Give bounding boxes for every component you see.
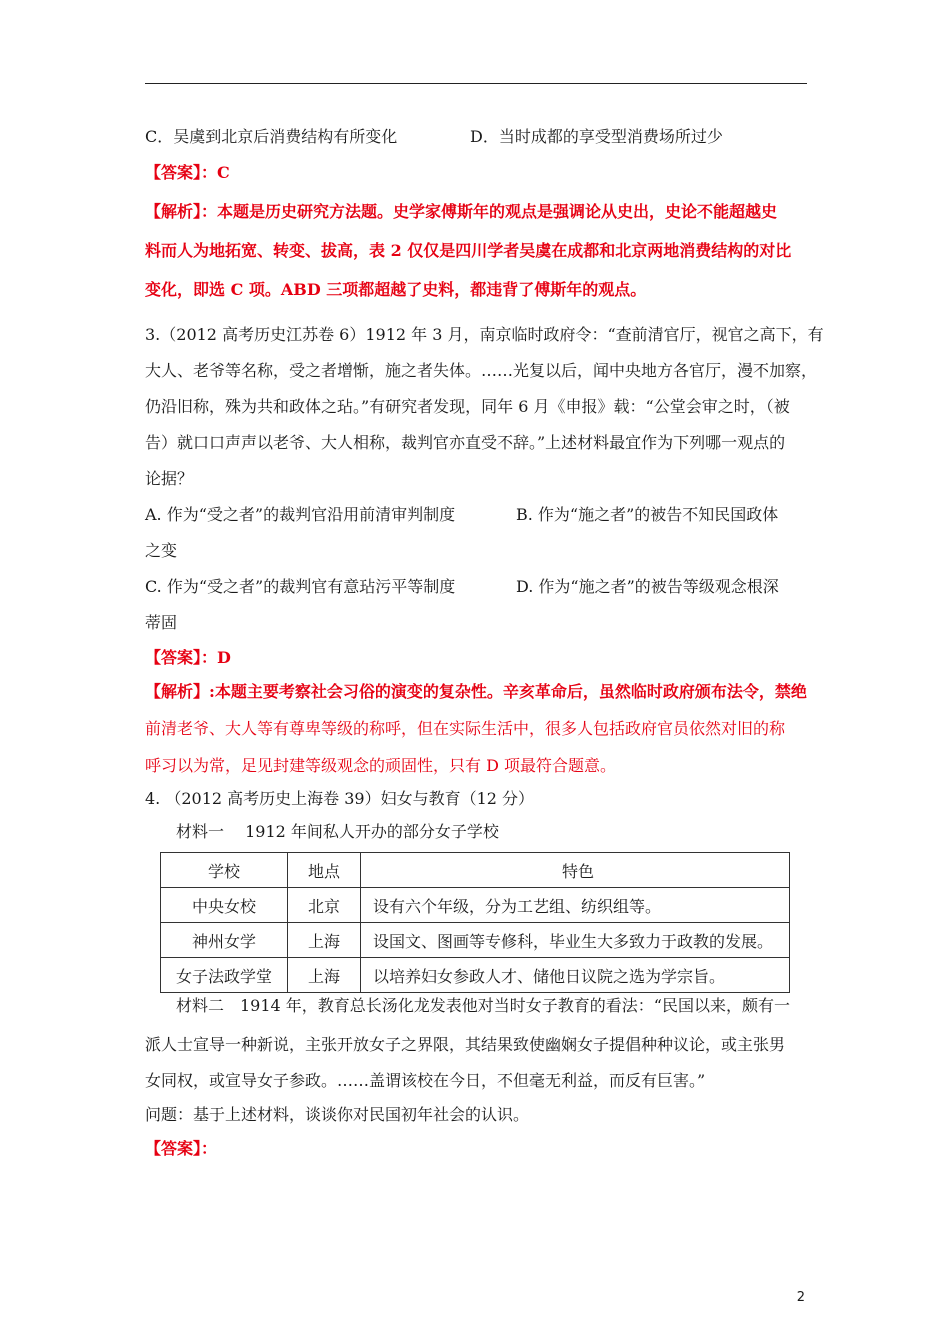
q3-answer-text: 【答案】：D bbox=[145, 648, 231, 667]
q2-analysis-line-1: 【解析】：本题是历史研究方法题。史学家傅斯年的观点是强调论从史出，史论不能超越史 bbox=[145, 202, 778, 221]
q3-option-b-continued: 之变 bbox=[145, 541, 178, 560]
q3-stem-line-4: 告）就口口声声以老爷、大人相称，裁判官亦直受不辞。”上述材料最宜作为下列哪一观点的 bbox=[145, 433, 786, 452]
cell-school: 女子法政学堂 bbox=[161, 958, 288, 993]
cell-feature: 以培养妇女参政人才、储他日议院之选为学宗旨。 bbox=[361, 958, 790, 993]
q4-stem: 4. （2012 高考历史上海卷 39）妇女与教育（12 分） bbox=[145, 789, 535, 808]
q2-analysis-line-3: 变化，即选 C 项。ABD 三项都超越了史料，都违背了傅斯年的观点。 bbox=[145, 280, 647, 299]
cell-school: 神州女学 bbox=[161, 923, 288, 958]
q2-answer: 【答案】：C bbox=[145, 163, 230, 182]
cell-location: 北京 bbox=[288, 888, 361, 923]
q3-stem-line-5: 论据？ bbox=[145, 469, 194, 488]
q3-option-c: C. 作为“受之者”的裁判官有意玷污平等制度 bbox=[145, 577, 456, 596]
header-rule bbox=[145, 83, 807, 84]
q3-analysis-line-3: 呼习以为常，足见封建等级观念的顽固性，只有 D 项最符合题意。 bbox=[145, 756, 617, 775]
cell-location: 上海 bbox=[288, 958, 361, 993]
q3-analysis-line-1: 【解析】:本题主要考察社会习俗的演变的复杂性。辛亥革命后，虽然临时政府颁布法令，禁绝 bbox=[145, 682, 807, 701]
table-row bbox=[161, 888, 790, 923]
q3-answer bbox=[145, 648, 231, 668]
page-number: 2 bbox=[796, 1290, 805, 1305]
header-school: 学校 bbox=[161, 853, 288, 888]
schools-table bbox=[160, 852, 790, 993]
q2-analysis-line-2: 料而人为地拓宽、转变、拔高，表 2 仅仅是四川学者吴虞在成都和北京两地消费结构的对比 bbox=[145, 241, 792, 260]
q2-option-d: D．当时成都的享受型消费场所过少 bbox=[470, 127, 723, 146]
q4-material2-line-3: 女同权，或宣导女子参政。……盖谓该校在今日，不但毫无利益，而反有巨害。” bbox=[145, 1071, 706, 1090]
q4-material2-line-1: 材料二 1914 年，教育总长汤化龙发表他对当时女子教育的看法：“民国以来，颇有一 bbox=[176, 996, 790, 1015]
q4-material2-line-2: 派人士宣导一种新说，主张开放女子之界限，其结果致使幽娴女子提倡种种议论，或主张男 bbox=[145, 1035, 786, 1054]
cell-feature: 设有六个年级，分为工艺组、纺织组等。 bbox=[361, 888, 790, 923]
q4-answer: 【答案】： bbox=[145, 1139, 218, 1158]
header-location: 地点 bbox=[288, 853, 361, 888]
table-row bbox=[161, 958, 790, 993]
q3-stem-line-3: 仍沿旧称，殊为共和政体之玷。”有研究者发现，同年 6 月《申报》载：“公堂会审之时，（被 bbox=[145, 397, 790, 416]
q2-option-c: C．吴虞到北京后消费结构有所变化 bbox=[145, 127, 398, 146]
q3-stem-line-2: 大人、老爷等名称，受之者增惭，施之者失体。……光复以后，闻中央地方各官厅，漫不加察， bbox=[145, 361, 818, 380]
cell-school: 中央女校 bbox=[161, 888, 288, 923]
q3-option-a: A. 作为“受之者”的裁判官沿用前清审判制度 bbox=[145, 505, 456, 524]
cell-location: 上海 bbox=[288, 923, 361, 958]
q4-material1-title: 材料一 1912 年间私人开办的部分女子学校 bbox=[176, 822, 499, 841]
q3-option-b: B. 作为“施之者”的被告不知民国政体 bbox=[516, 505, 779, 524]
header-feature: 特色 bbox=[361, 853, 790, 888]
cell-feature: 设国文、图画等专修科，毕业生大多致力于政教的发展。 bbox=[361, 923, 790, 958]
q4-question: 问题：基于上述材料，谈谈你对民国初年社会的认识。 bbox=[145, 1105, 530, 1124]
q3-stem-line-1: 3.（2012 高考历史江苏卷 6）1912 年 3 月，南京临时政府令：“查前清官厅，视官之高下，有 bbox=[145, 325, 824, 344]
table-row bbox=[161, 923, 790, 958]
table-header-row bbox=[161, 853, 790, 888]
q3-option-d-continued: 蒂固 bbox=[145, 613, 178, 632]
q3-option-d: D. 作为“施之者”的被告等级观念根深 bbox=[516, 577, 779, 596]
q3-analysis-line-2: 前清老爷、大人等有尊卑等级的称呼，但在实际生活中，很多人包括政府官员依然对旧的称 bbox=[145, 719, 786, 738]
